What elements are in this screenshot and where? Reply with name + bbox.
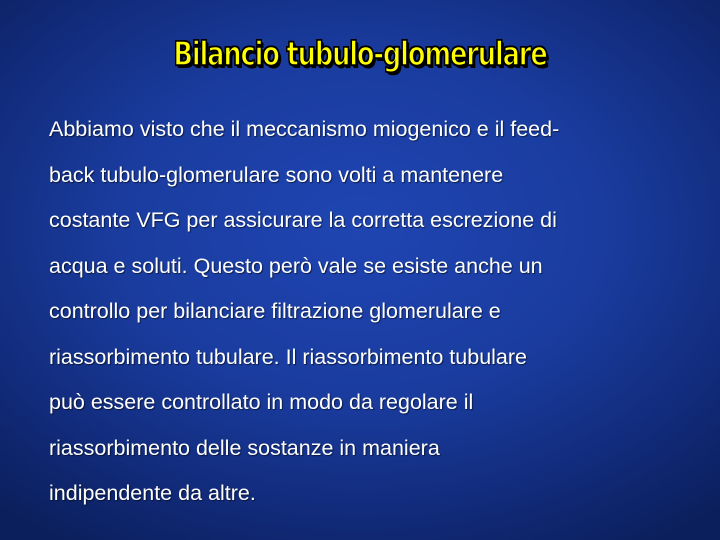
body-line: controllo per bilanciare filtrazione glomerulare e [49,299,501,323]
body-line: indipendente da altre. [49,481,256,505]
body-line: acqua e soluti. Questo però vale se esiste anche un [49,253,543,278]
body-line: back tubulo-glomerulare sono volti a mantenere [49,162,504,187]
body-line: riassorbimento tubulare. Il riassorbimento tubulare [49,344,528,369]
slide-title: Bilancio tubulo-glomerulare [173,34,547,73]
slide-body [49,107,689,517]
body-line: riassorbimento delle sostanze in maniera [49,435,440,460]
body-line: Abbiamo visto che il meccanismo miogenico e il feed- [49,117,560,141]
body-line: può essere controllato in modo da regolare il [49,390,474,414]
body-line: costante VFG per assicurare la corretta escrezione di [49,208,557,232]
